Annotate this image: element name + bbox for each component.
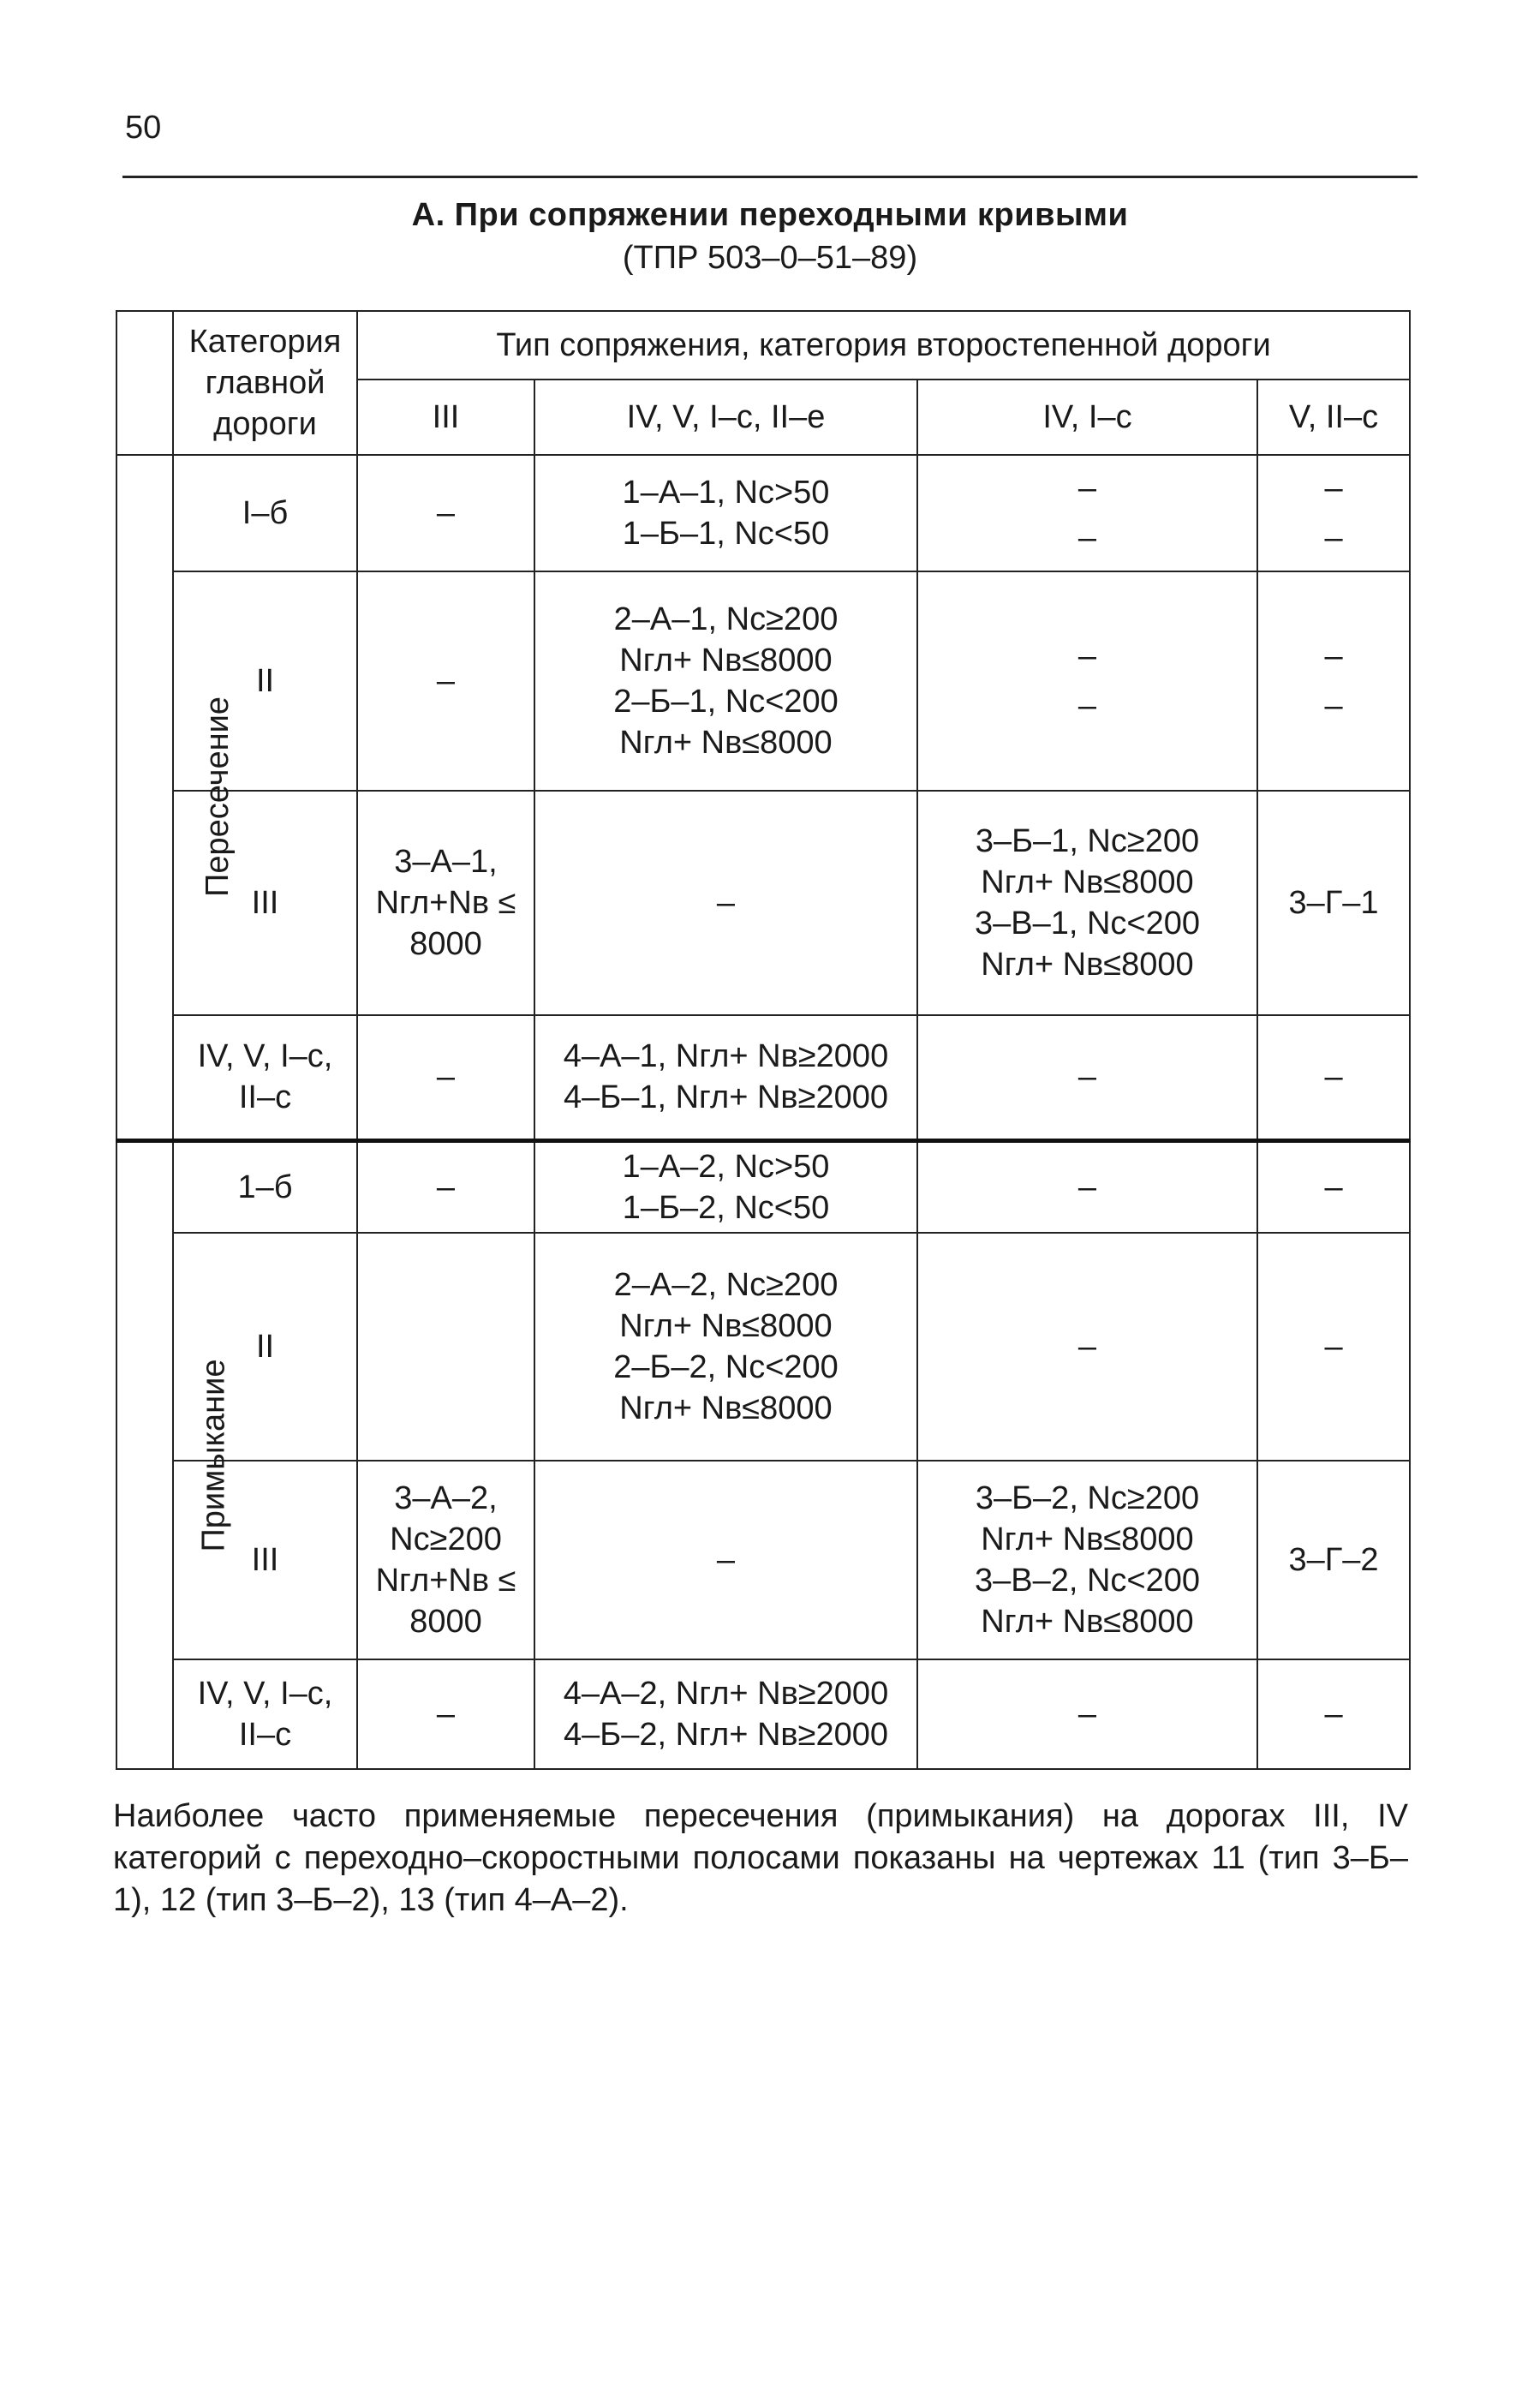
connection-type-cell	[1257, 1140, 1410, 1233]
connection-type-cell	[917, 1233, 1257, 1461]
header-connection-type-text: Тип сопряжения, категория второстепенной дороги	[496, 327, 1271, 363]
footnote-paragraph: Наиболее часто применяемые пересечения (примыкания) на дорогах III, IV категорий с переходно–скоростными полосами показаны на чертежах 11 (тип 3–Б–1), 12 (тип 3–Б–2), 13 (тип 4–А–2).	[113, 1798, 1408, 1918]
connection-type-cell	[357, 791, 534, 1015]
cell-line: 2–А–1, Nс≥200	[613, 601, 839, 637]
section-title	[0, 194, 1540, 279]
dash-mark: –	[1077, 1695, 1097, 1732]
connection-type-cell	[534, 1015, 917, 1140]
connection-type-cell	[534, 455, 917, 571]
dash-mark: –	[1324, 1169, 1343, 1205]
header-sub-col: III	[357, 380, 534, 455]
connection-type-cell	[534, 1461, 917, 1659]
connection-type-cell	[1257, 791, 1410, 1015]
dash-mark: –	[436, 663, 456, 699]
main-road-category: IV, V, I–с, II–с	[173, 1015, 357, 1140]
main-road-category: III	[173, 1461, 357, 1659]
main-road-category: II	[173, 1233, 357, 1461]
table-row	[116, 571, 1410, 791]
main-road-category: IV, V, I–с, II–с	[173, 1659, 357, 1769]
dash-mark: –	[1077, 520, 1097, 556]
connection-type-cell	[1257, 571, 1410, 791]
header-corner-cell	[116, 311, 173, 455]
table-row	[116, 1659, 1410, 1769]
cell-line: 2–Б–2, Nс<200	[613, 1348, 839, 1385]
cell-line: Nгл+ Nв≤8000	[619, 1390, 833, 1426]
cell-line: Nгл+ Nв≤8000	[619, 725, 833, 761]
connection-type-cell	[357, 1233, 534, 1461]
main-road-category: II	[173, 571, 357, 791]
dash-mark: –	[1324, 1695, 1343, 1732]
cell-line: 4–Б–1, Nгл+ Nв≥2000	[564, 1079, 888, 1116]
group-label-cell	[116, 1140, 232, 1769]
cell-line: 3–Г–2	[1288, 1541, 1379, 1578]
connection-type-cell	[357, 455, 534, 571]
connection-type-cell	[1257, 1233, 1410, 1461]
connection-type-cell	[917, 571, 1257, 791]
cell-line: Nгл+ Nв≤8000	[981, 1603, 1194, 1640]
connection-type-cell	[917, 455, 1257, 571]
header-connection-type	[357, 311, 1410, 380]
cell-line: 3–Г–1	[1288, 885, 1379, 921]
cell-line: 8000	[409, 926, 482, 962]
cell-line: Nгл+Nв ≤	[375, 1562, 516, 1599]
cell-line: 3–Б–1, Nс≥200	[975, 823, 1200, 859]
dash-mark: –	[1324, 470, 1343, 506]
cell-line: 3–А–1,	[394, 844, 498, 880]
table-row	[116, 1461, 1410, 1659]
dash-mark: –	[436, 1695, 456, 1732]
cell-line: Nгл+Nв ≤	[375, 885, 516, 921]
section-title-line2: (ТПР 503–0–51–89)	[622, 240, 918, 276]
dash-mark: –	[1077, 1169, 1097, 1205]
section-title-line1: А. При сопряжении переходными кривыми	[411, 197, 1129, 233]
cell-line: 4–Б–2, Nгл+ Nв≥2000	[564, 1716, 888, 1753]
header-main-category-text: Категория главной дороги	[188, 324, 342, 442]
cell-line: Nгл+ Nв≤8000	[619, 643, 833, 678]
cell-line: Nгл+ Nв≤8000	[981, 1521, 1194, 1557]
dash-mark: –	[1324, 688, 1343, 724]
cell-line: 4–А–1, Nгл+ Nв≥2000	[563, 1038, 889, 1075]
cell-line: Nс≥200	[390, 1521, 502, 1557]
dash-mark: –	[716, 1541, 736, 1578]
table-row	[116, 1140, 1410, 1233]
connection-type-cell	[534, 1140, 917, 1233]
cell-line: Nгл+ Nв≤8000	[981, 864, 1194, 900]
header-main-category	[173, 311, 357, 455]
connection-type-cell	[917, 1015, 1257, 1140]
connection-type-cell	[534, 571, 917, 791]
table-row	[116, 1015, 1410, 1140]
page-number: 50	[125, 110, 162, 146]
cell-line: 1–А–1, Nс>50	[622, 475, 830, 511]
cell-line: 2–Б–1, Nс<200	[613, 684, 839, 720]
dash-mark: –	[716, 885, 736, 921]
dash-mark: –	[1324, 520, 1343, 556]
cell-line: 1–Б–1, Nс<50	[622, 516, 830, 552]
dash-mark: –	[1324, 638, 1343, 674]
dash-mark: –	[436, 1169, 456, 1205]
header-sub-col: IV, V, I–с, II–е	[534, 380, 917, 455]
main-road-category: I–б	[173, 455, 357, 571]
connection-type-cell	[357, 1461, 534, 1659]
cell-line: 2–А–2, Nс≥200	[613, 1266, 839, 1303]
connection-type-cell	[357, 571, 534, 791]
dash-mark: –	[1077, 1328, 1097, 1365]
header-rule	[122, 176, 1418, 178]
main-road-category: III	[173, 791, 357, 1015]
connection-type-cell	[917, 1659, 1257, 1769]
dash-mark: –	[1077, 470, 1097, 506]
connection-type-cell	[357, 1659, 534, 1769]
dash-mark: –	[436, 1059, 456, 1096]
dash-mark: –	[1077, 638, 1097, 674]
dash-mark: –	[1324, 1328, 1343, 1365]
cell-line: 3–А–2,	[394, 1479, 498, 1516]
connection-type-cell	[534, 1659, 917, 1769]
cell-line: 3–Б–2, Nс≥200	[975, 1479, 1200, 1516]
cell-line: 3–В–2, Nс<200	[974, 1562, 1201, 1599]
connection-type-cell	[917, 1461, 1257, 1659]
header-sub-col: V, II–с	[1257, 380, 1410, 455]
connection-type-cell	[357, 1140, 534, 1233]
cell-line: 8000	[409, 1603, 482, 1640]
connection-type-cell	[1257, 1461, 1410, 1659]
table-row	[116, 791, 1410, 1015]
connection-type-cell	[1257, 1659, 1410, 1769]
connection-type-cell	[1257, 455, 1410, 571]
connection-type-table	[116, 310, 1411, 1770]
main-road-category: 1–б	[173, 1140, 357, 1233]
cell-line: 1–Б–2, Nс<50	[622, 1189, 830, 1226]
dash-mark: –	[436, 495, 456, 531]
connection-type-cell	[917, 791, 1257, 1015]
cell-line: Nгл+ Nв≤8000	[981, 947, 1194, 983]
cell-line: 1–А–2, Nс>50	[622, 1148, 830, 1185]
cell-line: 4–А–2, Nгл+ Nв≥2000	[563, 1675, 889, 1712]
group-label: Пересечение	[199, 696, 236, 898]
cell-line: Nгл+ Nв≤8000	[619, 1307, 833, 1344]
group-label: Примыкание	[195, 1358, 232, 1552]
group-label-cell	[116, 455, 236, 1140]
connection-type-cell	[1257, 1015, 1410, 1140]
connection-type-cell	[534, 791, 917, 1015]
connection-type-cell	[357, 1015, 534, 1140]
table-row	[116, 1233, 1410, 1461]
dash-mark: –	[1324, 1059, 1343, 1096]
connection-type-cell	[917, 1140, 1257, 1233]
table-row	[116, 455, 1410, 571]
cell-line: 3–В–1, Nс<200	[974, 906, 1201, 941]
header-sub-col: IV, I–с	[917, 380, 1257, 455]
connection-type-cell	[534, 1233, 917, 1461]
dash-mark: –	[1077, 688, 1097, 724]
dash-mark: –	[1077, 1059, 1097, 1096]
